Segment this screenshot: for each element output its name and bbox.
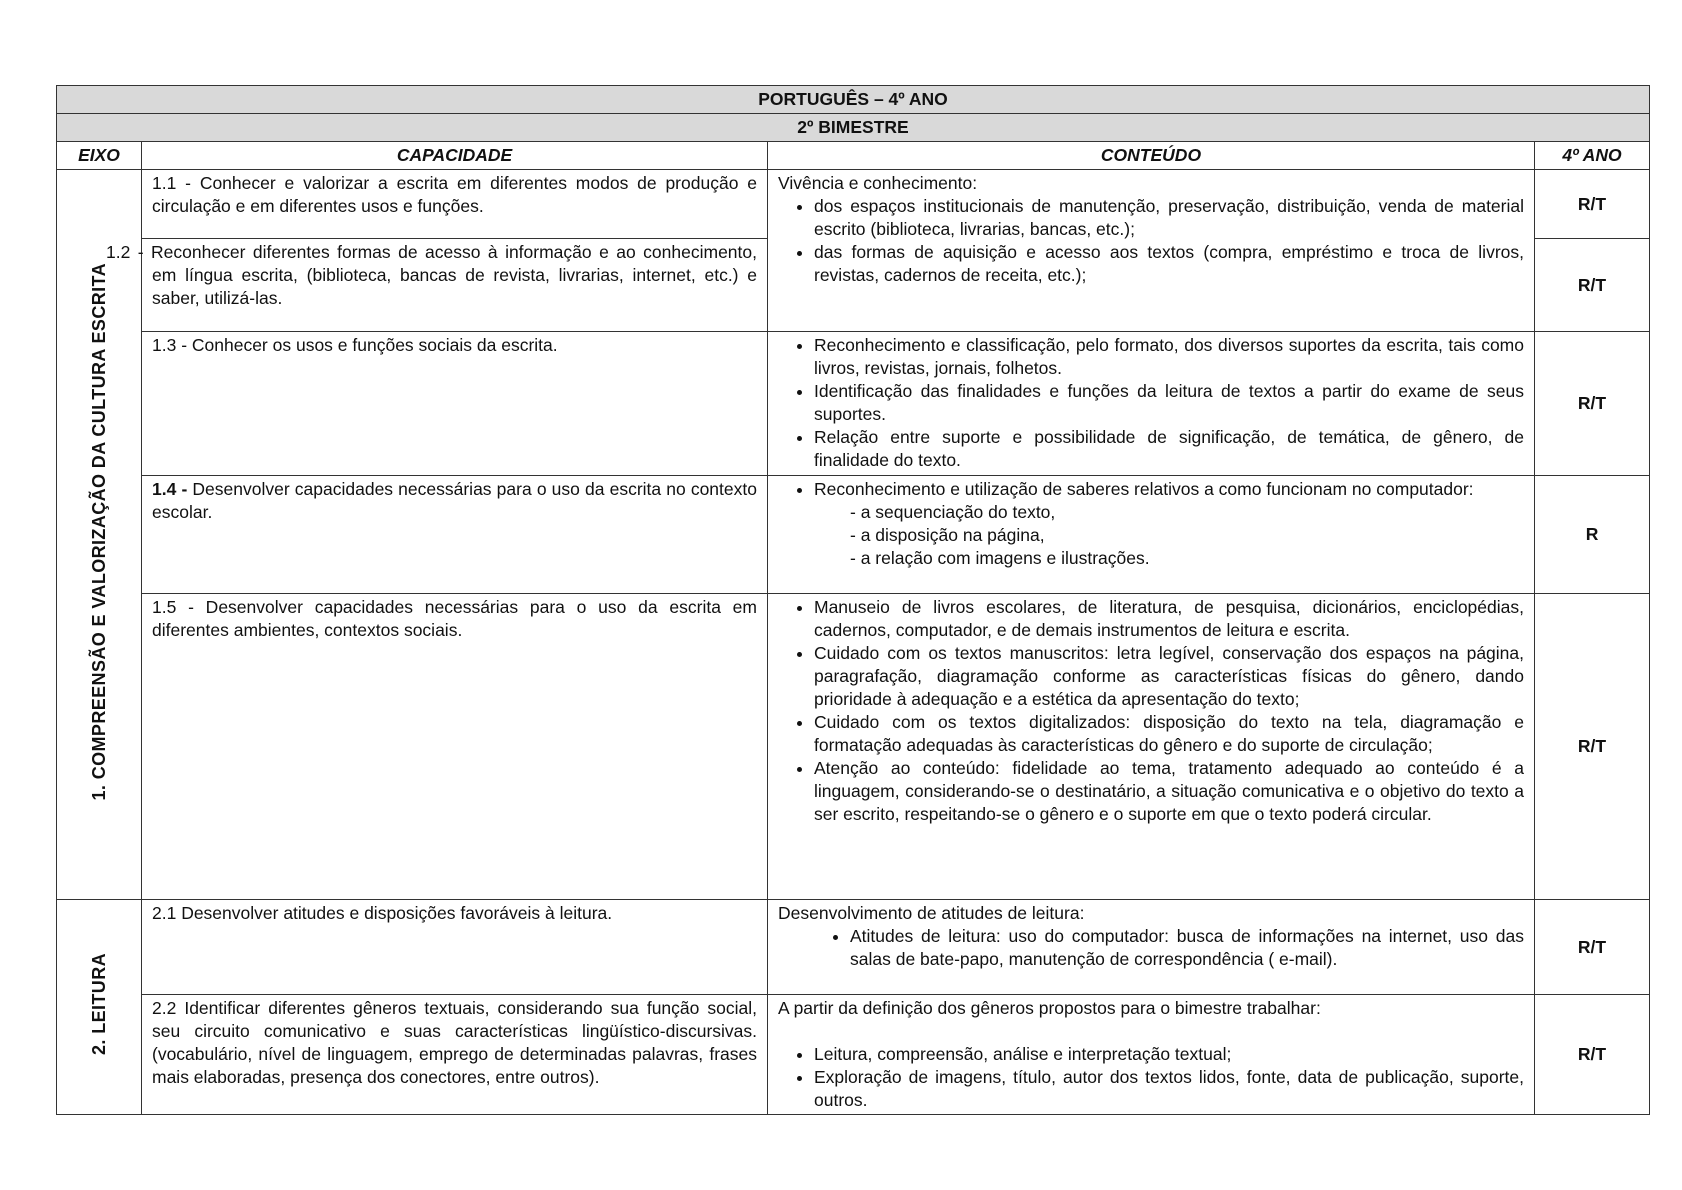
list-item: • Cuidado com os textos digitalizados: disposição do texto na tela, diagramação e formatação adequadas às características do gênero e do suporte de circulação; bbox=[814, 711, 1524, 757]
conteudo-cell bbox=[768, 900, 1535, 995]
capacidade-number: 1.4 - bbox=[152, 479, 188, 499]
bimester-title: 2º BIMESTRE bbox=[57, 114, 1650, 142]
curriculum-table bbox=[56, 85, 1650, 1115]
eixo-label-1: 1. COMPREENSÃO E VALORIZAÇÃO DA CULTURA ESCRITA bbox=[88, 262, 109, 801]
header-conteudo: CONTEÚDO bbox=[768, 142, 1535, 170]
list-item: • Relação entre suporte e possibilidade de significação, de temática, de gênero, de finalidade do texto. bbox=[814, 426, 1524, 472]
conteudo-intro: Vivência e conhecimento: bbox=[778, 173, 978, 193]
list-item: • das formas de aquisição e acesso aos textos (compra, empréstimo e troca de livros, revistas, cadernos de receita, etc.); bbox=[814, 241, 1524, 287]
header-capacidade: CAPACIDADE bbox=[142, 142, 768, 170]
header-ano: 4º ANO bbox=[1535, 142, 1650, 170]
conteudo-list bbox=[778, 334, 1524, 472]
conteudo-cell bbox=[768, 476, 1535, 594]
eixo-cell-2 bbox=[57, 900, 142, 1115]
eixo-cell-1 bbox=[57, 170, 142, 900]
header-eixo: EIXO bbox=[57, 142, 142, 170]
list-item: • Identificação das finalidades e funções da leitura de textos a partir do exame de seus suportes. bbox=[814, 380, 1524, 426]
list-item: • Reconhecimento e utilização de saberes relativos a como funcionam no computador: bbox=[814, 478, 1524, 501]
list-item: • Exploração de imagens, título, autor dos textos lidos, fonte, data de publicação, suporte, outros. bbox=[814, 1066, 1524, 1112]
ano-cell: R/T bbox=[1535, 332, 1650, 476]
list-item: • Atenção ao conteúdo: fidelidade ao tema, tratamento adequado ao conteúdo é a linguagem, considerando-se o destinatário, a situação comunicativa e o objetivo do texto a ser escrito, respeitando-se o gênero e o suporte em que o texto poderá circular. bbox=[814, 757, 1524, 826]
capacidade-cell: 1.1 - Conhecer e valorizar a escrita em diferentes modos de produção e circulação e em diferentes usos e funções. bbox=[142, 170, 768, 239]
list-item: • Leitura, compreensão, análise e interpretação textual; bbox=[814, 1043, 1524, 1066]
capacidade-cell: 1.2 - Reconhecer diferentes formas de acesso à informação e ao conhecimento, em língua escrita, (biblioteca, bancas de revista, livrarias, internet, etc.) e saber, utilizá-las. bbox=[142, 239, 768, 332]
sub-item: - a disposição na página, bbox=[850, 525, 1045, 545]
ano-cell: R/T bbox=[1535, 239, 1650, 332]
conteudo-list bbox=[778, 478, 1524, 501]
capacidade-cell: 1.3 - Conhecer os usos e funções sociais da escrita. bbox=[142, 332, 768, 476]
conteudo-list bbox=[778, 1043, 1524, 1112]
list-item: • dos espaços institucionais de manutenção, preservação, distribuição, venda de material escrito (biblioteca, livrarias, bancas, etc.); bbox=[814, 195, 1524, 241]
ano-cell: R bbox=[1535, 476, 1650, 594]
subtitle-row bbox=[57, 114, 1650, 142]
conteudo-list bbox=[778, 925, 1524, 971]
ano-cell: R/T bbox=[1535, 170, 1650, 239]
eixo-label-2: 2. LEITURA bbox=[88, 952, 109, 1055]
ano-cell: R/T bbox=[1535, 900, 1650, 995]
conteudo-intro: Desenvolvimento de atitudes de leitura: bbox=[778, 903, 1085, 923]
table-row bbox=[57, 476, 1650, 594]
table-row bbox=[57, 332, 1650, 476]
conteudo-cell bbox=[768, 594, 1535, 900]
conteudo-cell bbox=[768, 170, 1535, 332]
list-item: • Reconhecimento e classificação, pelo formato, dos diversos suportes da escrita, tais como livros, revistas, jornais, folhetos. bbox=[814, 334, 1524, 380]
conteudo-cell bbox=[768, 332, 1535, 476]
capacidade-cell: 2.1 Desenvolver atitudes e disposições favoráveis à leitura. bbox=[142, 900, 768, 995]
conteudo-list bbox=[778, 596, 1524, 826]
table-row bbox=[57, 995, 1650, 1115]
capacidade-cell: 1.5 - Desenvolver capacidades necessárias para o uso da escrita em diferentes ambientes, contextos sociais. bbox=[142, 594, 768, 900]
capacidade-cell: 2.2 Identificar diferentes gêneros textuais, considerando sua função social, seu circuito comunicativo e suas características lingüístico-discursivas. (vocabulário, nível de linguagem, emprego de determinadas palavras, frases mais elaboradas, presença dos conectores, entre outros). bbox=[142, 995, 768, 1115]
page-title: PORTUGUÊS – 4º ANO bbox=[57, 86, 1650, 114]
ano-cell: R/T bbox=[1535, 594, 1650, 900]
sub-item: - a sequenciação do texto, bbox=[850, 502, 1056, 522]
capacidade-cell bbox=[142, 476, 768, 594]
conteudo-list bbox=[778, 195, 1524, 287]
capacidade-text: Desenvolver capacidades necessárias para o uso da escrita no contexto escolar. bbox=[152, 479, 757, 522]
table-row bbox=[57, 594, 1650, 900]
list-item: • Atitudes de leitura: uso do computador: busca de informações na internet, uso das salas de bate-papo, manutenção de correspondência ( e-mail). bbox=[850, 925, 1524, 971]
title-row bbox=[57, 86, 1650, 114]
ano-cell: R/T bbox=[1535, 995, 1650, 1115]
list-item: • Cuidado com os textos manuscritos: letra legível, conservação dos espaços na página, paragrafação, diagramação conforme as características físicas do gênero, dando prioridade à adequação e a estética da apresentação do texto; bbox=[814, 642, 1524, 711]
header-row bbox=[57, 142, 1650, 170]
list-item: • Manuseio de livros escolares, de literatura, de pesquisa, dicionários, enciclopédias, cadernos, computador, e de demais instrumentos de leitura e escrita. bbox=[814, 596, 1524, 642]
table-row bbox=[57, 900, 1650, 995]
conteudo-intro: A partir da definição dos gêneros propostos para o bimestre trabalhar: bbox=[778, 998, 1321, 1018]
sub-item: - a relação com imagens e ilustrações. bbox=[850, 548, 1150, 568]
table-row bbox=[57, 170, 1650, 239]
conteudo-cell bbox=[768, 995, 1535, 1115]
